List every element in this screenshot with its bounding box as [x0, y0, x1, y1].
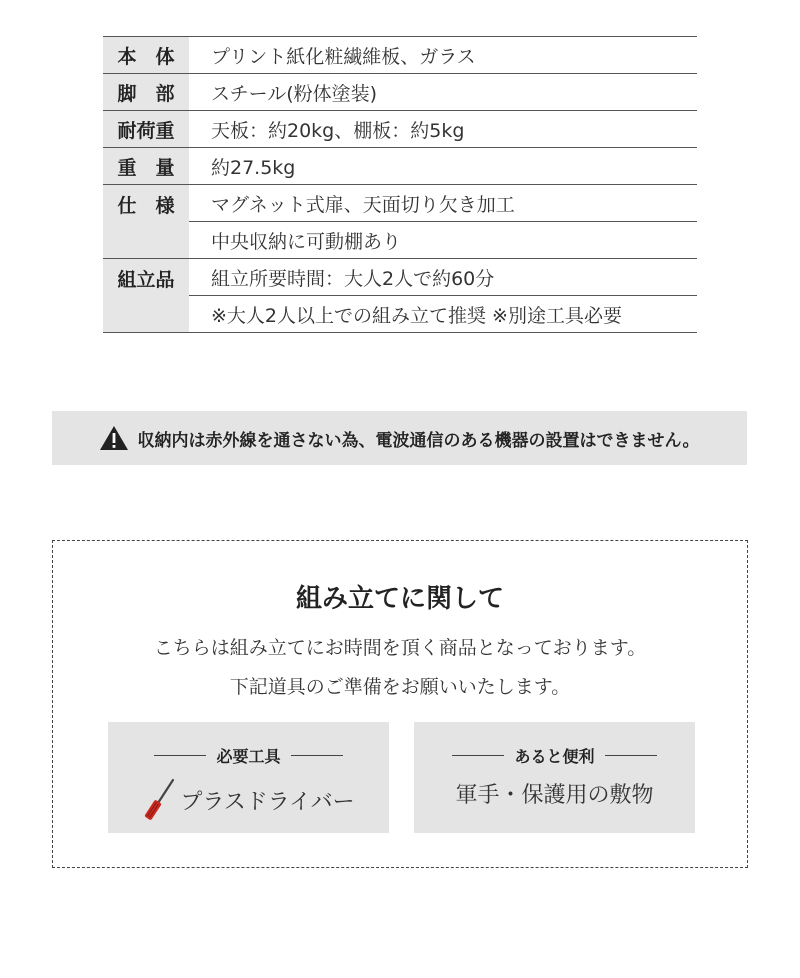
- warning-triangle-icon: [99, 425, 129, 451]
- assembly-description-2: 下記道具のご準備をお願いいたします。: [229, 676, 571, 698]
- spec-value: 天板：約20kg、棚板：約5kg: [189, 111, 697, 148]
- spec-row-assembly-2: [103, 296, 697, 333]
- divider: [605, 755, 657, 756]
- spec-row-legs: [103, 74, 697, 111]
- spec-row-load: [103, 111, 697, 148]
- required-tools-heading-row: [108, 744, 389, 767]
- convenient-items-item-row: [414, 778, 695, 809]
- required-tools-heading: 必要工具: [216, 747, 281, 766]
- screwdriver-icon: [142, 778, 176, 822]
- required-tools-card: [108, 722, 389, 833]
- required-tools-item: プラスドライバー: [180, 789, 355, 815]
- spec-row-body: [103, 37, 697, 74]
- spec-value: 組立所要時間：大人2人で約60分: [189, 259, 697, 296]
- spec-label: 本 体: [103, 37, 189, 74]
- spec-value: 中央収納に可動棚あり: [189, 222, 697, 259]
- divider: [291, 755, 343, 756]
- spec-label: 耐荷重: [103, 111, 189, 148]
- spec-value: 約27.5kg: [189, 148, 697, 185]
- spec-row-specs: [103, 185, 697, 222]
- warning-banner: [52, 411, 747, 465]
- divider: [154, 755, 206, 756]
- spec-value: プリント紙化粧繊維板、ガラス: [189, 37, 697, 74]
- spec-row-weight: [103, 148, 697, 185]
- warning-text: 収納内は赤外線を通さない為、電波通信のある機器の設置はできません。: [137, 430, 700, 451]
- spec-label: 組立品: [103, 259, 189, 333]
- required-tools-item-row: [108, 778, 389, 822]
- convenient-items-card: [414, 722, 695, 833]
- convenient-items-item: 軍手・保護用の敷物: [455, 783, 654, 808]
- spec-label: 重 量: [103, 148, 189, 185]
- spec-label: 仕 様: [103, 185, 189, 259]
- convenient-items-heading: あると便利: [514, 747, 595, 766]
- convenient-items-heading-row: [414, 744, 695, 767]
- assembly-title: 組み立てに関して: [295, 584, 504, 614]
- spec-table: [103, 36, 697, 333]
- assembly-box: [52, 540, 748, 868]
- spec-value: ※大人2人以上での組み立て推奨 ※別途工具必要: [189, 296, 697, 333]
- spec-value: マグネット式扉、天面切り欠き加工: [189, 185, 697, 222]
- assembly-description-1: こちらは組み立てにお時間を頂く商品となっております。: [153, 637, 647, 659]
- spec-value: スチール(粉体塗装): [189, 74, 697, 111]
- spec-row-specs-2: [103, 222, 697, 259]
- spec-label: 脚 部: [103, 74, 189, 111]
- spec-row-assembly: [103, 259, 697, 296]
- divider: [452, 755, 504, 756]
